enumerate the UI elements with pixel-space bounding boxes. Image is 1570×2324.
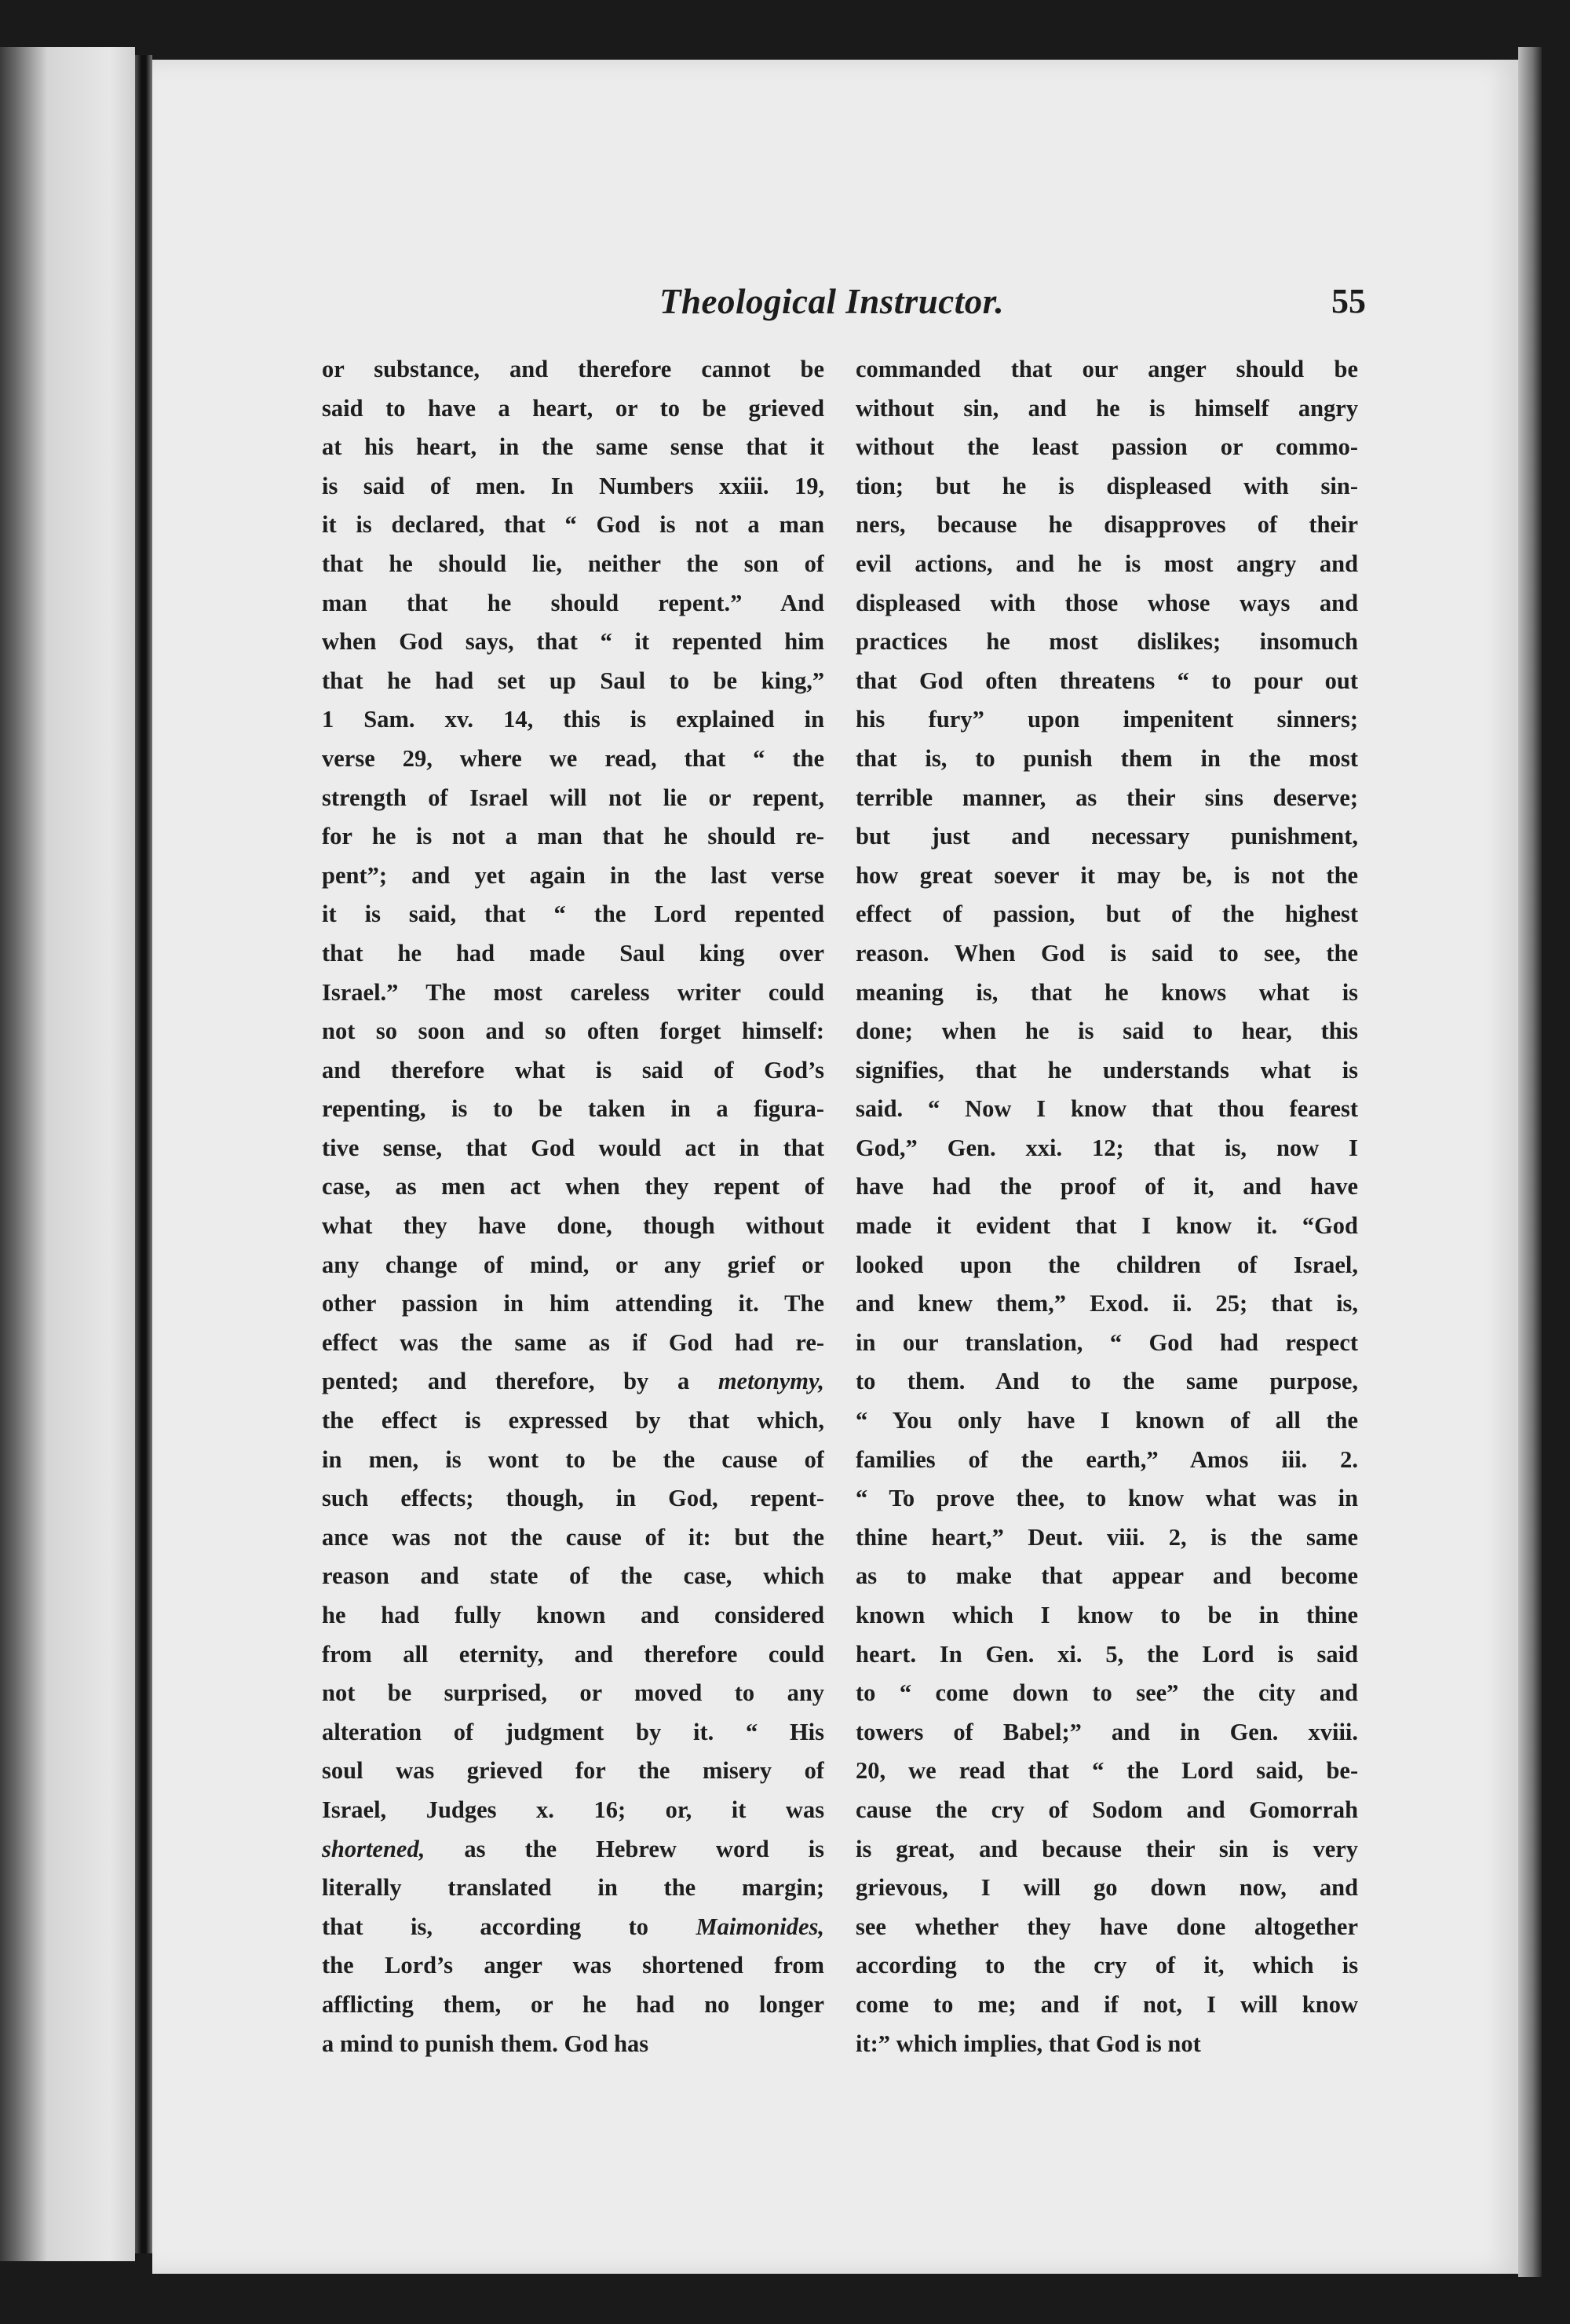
- text-line: at his heart, in the same sense that it: [322, 433, 824, 461]
- text-line: man that he should repent.” And: [322, 589, 824, 616]
- text-line: it is declared, that “ God is not a man: [322, 511, 824, 539]
- text-line: said to have a heart, or to be grieved: [322, 394, 824, 422]
- text-line: afflicting them, or he had no longer: [322, 1990, 824, 2018]
- text-line: effect of passion, but of the highest: [856, 901, 1358, 928]
- text-line: what they have done, though without: [322, 1212, 824, 1240]
- text-line: said. “ Now I know that thou fearest: [856, 1095, 1358, 1123]
- text-line: case, as men act when they repent of: [322, 1173, 824, 1200]
- text-line: the Lord’s anger was shortened from: [322, 1952, 824, 1979]
- text-line: tion; but he is displeased with sin-: [856, 472, 1358, 499]
- page-fore-edge: [1518, 47, 1542, 2277]
- text-line: that he had set up Saul to be king,”: [322, 667, 824, 694]
- text-line: “ To prove thee, to know what was in: [856, 1485, 1358, 1512]
- text-line: shortened, as the Hebrew word is: [322, 1835, 824, 1862]
- text-line: literally translated in the margin;: [322, 1874, 824, 1902]
- book-gutter: [135, 55, 152, 2253]
- text-line: that is, to punish them in the most: [856, 744, 1358, 772]
- text-line: not so soon and so often forget himself:: [322, 1018, 824, 1045]
- text-line: is great, and because their sin is very: [856, 1835, 1358, 1862]
- text-line: looked upon the children of Israel,: [856, 1251, 1358, 1278]
- text-line: done; when he is said to hear, this: [856, 1018, 1358, 1045]
- page-header: [659, 281, 1366, 336]
- text-line: Israel, Judges x. 16; or, it was: [322, 1796, 824, 1823]
- text-line: effect was the same as if God had re-: [322, 1328, 824, 1356]
- text-line: thine heart,” Deut. viii. 2, is the same: [856, 1523, 1358, 1551]
- text-line: practices he most dislikes; insomuch: [856, 628, 1358, 656]
- text-line: or substance, and therefore cannot be: [322, 356, 824, 382]
- text-line: heart. In Gen. xi. 5, the Lord is said: [856, 1640, 1358, 1668]
- text-line: come to me; and if not, I will know: [856, 1990, 1358, 2018]
- text-line: towers of Babel;” and in Gen. xviii.: [856, 1718, 1358, 1745]
- text-line: pent”; and yet again in the last verse: [322, 861, 824, 889]
- text-line: reason. When God is said to see, the: [856, 939, 1358, 967]
- text-line: to “ come down to see” the city and: [856, 1679, 1358, 1707]
- text-line: made it evident that I know it. “God: [856, 1212, 1358, 1240]
- text-line: without sin, and he is himself angry: [856, 394, 1358, 422]
- text-line: such effects; though, in God, repent-: [322, 1485, 824, 1512]
- text-line: his fury” upon impenitent sinners;: [856, 706, 1358, 733]
- text-line: pented; and therefore, by a metonymy,: [322, 1368, 824, 1395]
- text-line: any change of mind, or any grief or: [322, 1251, 824, 1278]
- text-line: and therefore what is said of God’s: [322, 1056, 824, 1083]
- text-line: that he should lie, neither the son of: [322, 550, 824, 577]
- text-line: not be surprised, or moved to any: [322, 1679, 824, 1707]
- text-line: soul was grieved for the misery of: [322, 1757, 824, 1785]
- text-line: is said of men. In Numbers xxiii. 19,: [322, 472, 824, 499]
- text-line: that is, according to Maimonides,: [322, 1913, 824, 1940]
- text-line: it is said, that “ the Lord repented: [322, 901, 824, 928]
- text-line: verse 29, where we read, that “ the: [322, 744, 824, 772]
- text-line: that he had made Saul king over: [322, 939, 824, 967]
- text-line: terrible manner, as their sins deserve;: [856, 784, 1358, 811]
- right-text-column: [856, 350, 1358, 2063]
- text-line: how great soever it may be, is not the: [856, 861, 1358, 889]
- text-line: but just and necessary punishment,: [856, 823, 1358, 850]
- text-line: as to make that appear and become: [856, 1562, 1358, 1590]
- text-line: commanded that our anger should be: [856, 356, 1358, 382]
- text-line: ance was not the cause of it: but the: [322, 1523, 824, 1551]
- text-line: in our translation, “ God had respect: [856, 1328, 1358, 1356]
- text-line: known which I know to be in thine: [856, 1602, 1358, 1628]
- text-line: the effect is expressed by that which,: [322, 1407, 824, 1434]
- text-line: displeased with those whose ways and: [856, 589, 1358, 616]
- text-line: a mind to punish them. God has: [322, 2030, 649, 2057]
- left-text-column: [322, 350, 824, 2063]
- text-line: tive sense, that God would act in that: [322, 1134, 824, 1161]
- page-number: 55: [1331, 282, 1366, 320]
- text-line: cause the cry of Sodom and Gomorrah: [856, 1796, 1358, 1823]
- text-line: according to the cry of it, which is: [856, 1952, 1358, 1979]
- text-line: “ You only have I known of all the: [856, 1407, 1358, 1434]
- running-head: Theological Instructor.: [659, 282, 1005, 321]
- text-line: from all eternity, and therefore could: [322, 1640, 824, 1668]
- text-line: 20, we read that “ the Lord said, be-: [856, 1757, 1358, 1785]
- facing-page-edge: [0, 47, 135, 2261]
- text-line: to them. And to the same purpose,: [856, 1368, 1358, 1395]
- text-line: other passion in him attending it. The: [322, 1290, 824, 1317]
- text-line: see whether they have done altogether: [856, 1913, 1358, 1940]
- text-line: strength of Israel will not lie or repent,: [322, 784, 824, 811]
- text-line: God,” Gen. xxi. 12; that is, now I: [856, 1134, 1358, 1161]
- text-line: signifies, that he understands what is: [856, 1056, 1358, 1083]
- text-line: it:” which implies, that God is not: [856, 2030, 1201, 2057]
- text-line: meaning is, that he knows what is: [856, 978, 1358, 1006]
- text-line: that God often threatens “ to pour out: [856, 667, 1358, 694]
- text-line: and knew them,” Exod. ii. 25; that is,: [856, 1290, 1358, 1317]
- text-line: reason and state of the case, which: [322, 1562, 824, 1590]
- text-line: ners, because he disapproves of their: [856, 511, 1358, 539]
- text-line: for he is not a man that he should re-: [322, 823, 824, 850]
- text-line: repenting, is to be taken in a figura-: [322, 1095, 824, 1123]
- text-line: Israel.” The most careless writer could: [322, 978, 824, 1006]
- text-line: without the least passion or commo-: [856, 433, 1358, 461]
- text-line: grievous, I will go down now, and: [856, 1874, 1358, 1902]
- text-line: families of the earth,” Amos iii. 2.: [856, 1445, 1358, 1473]
- text-line: he had fully known and considered: [322, 1602, 824, 1628]
- text-line: in men, is wont to be the cause of: [322, 1445, 824, 1473]
- text-line: have had the proof of it, and have: [856, 1173, 1358, 1200]
- text-line: when God says, that “ it repented him: [322, 628, 824, 656]
- text-line: alteration of judgment by it. “ His: [322, 1718, 824, 1745]
- text-line: evil actions, and he is most angry and: [856, 550, 1358, 577]
- text-line: 1 Sam. xv. 14, this is explained in: [322, 706, 824, 733]
